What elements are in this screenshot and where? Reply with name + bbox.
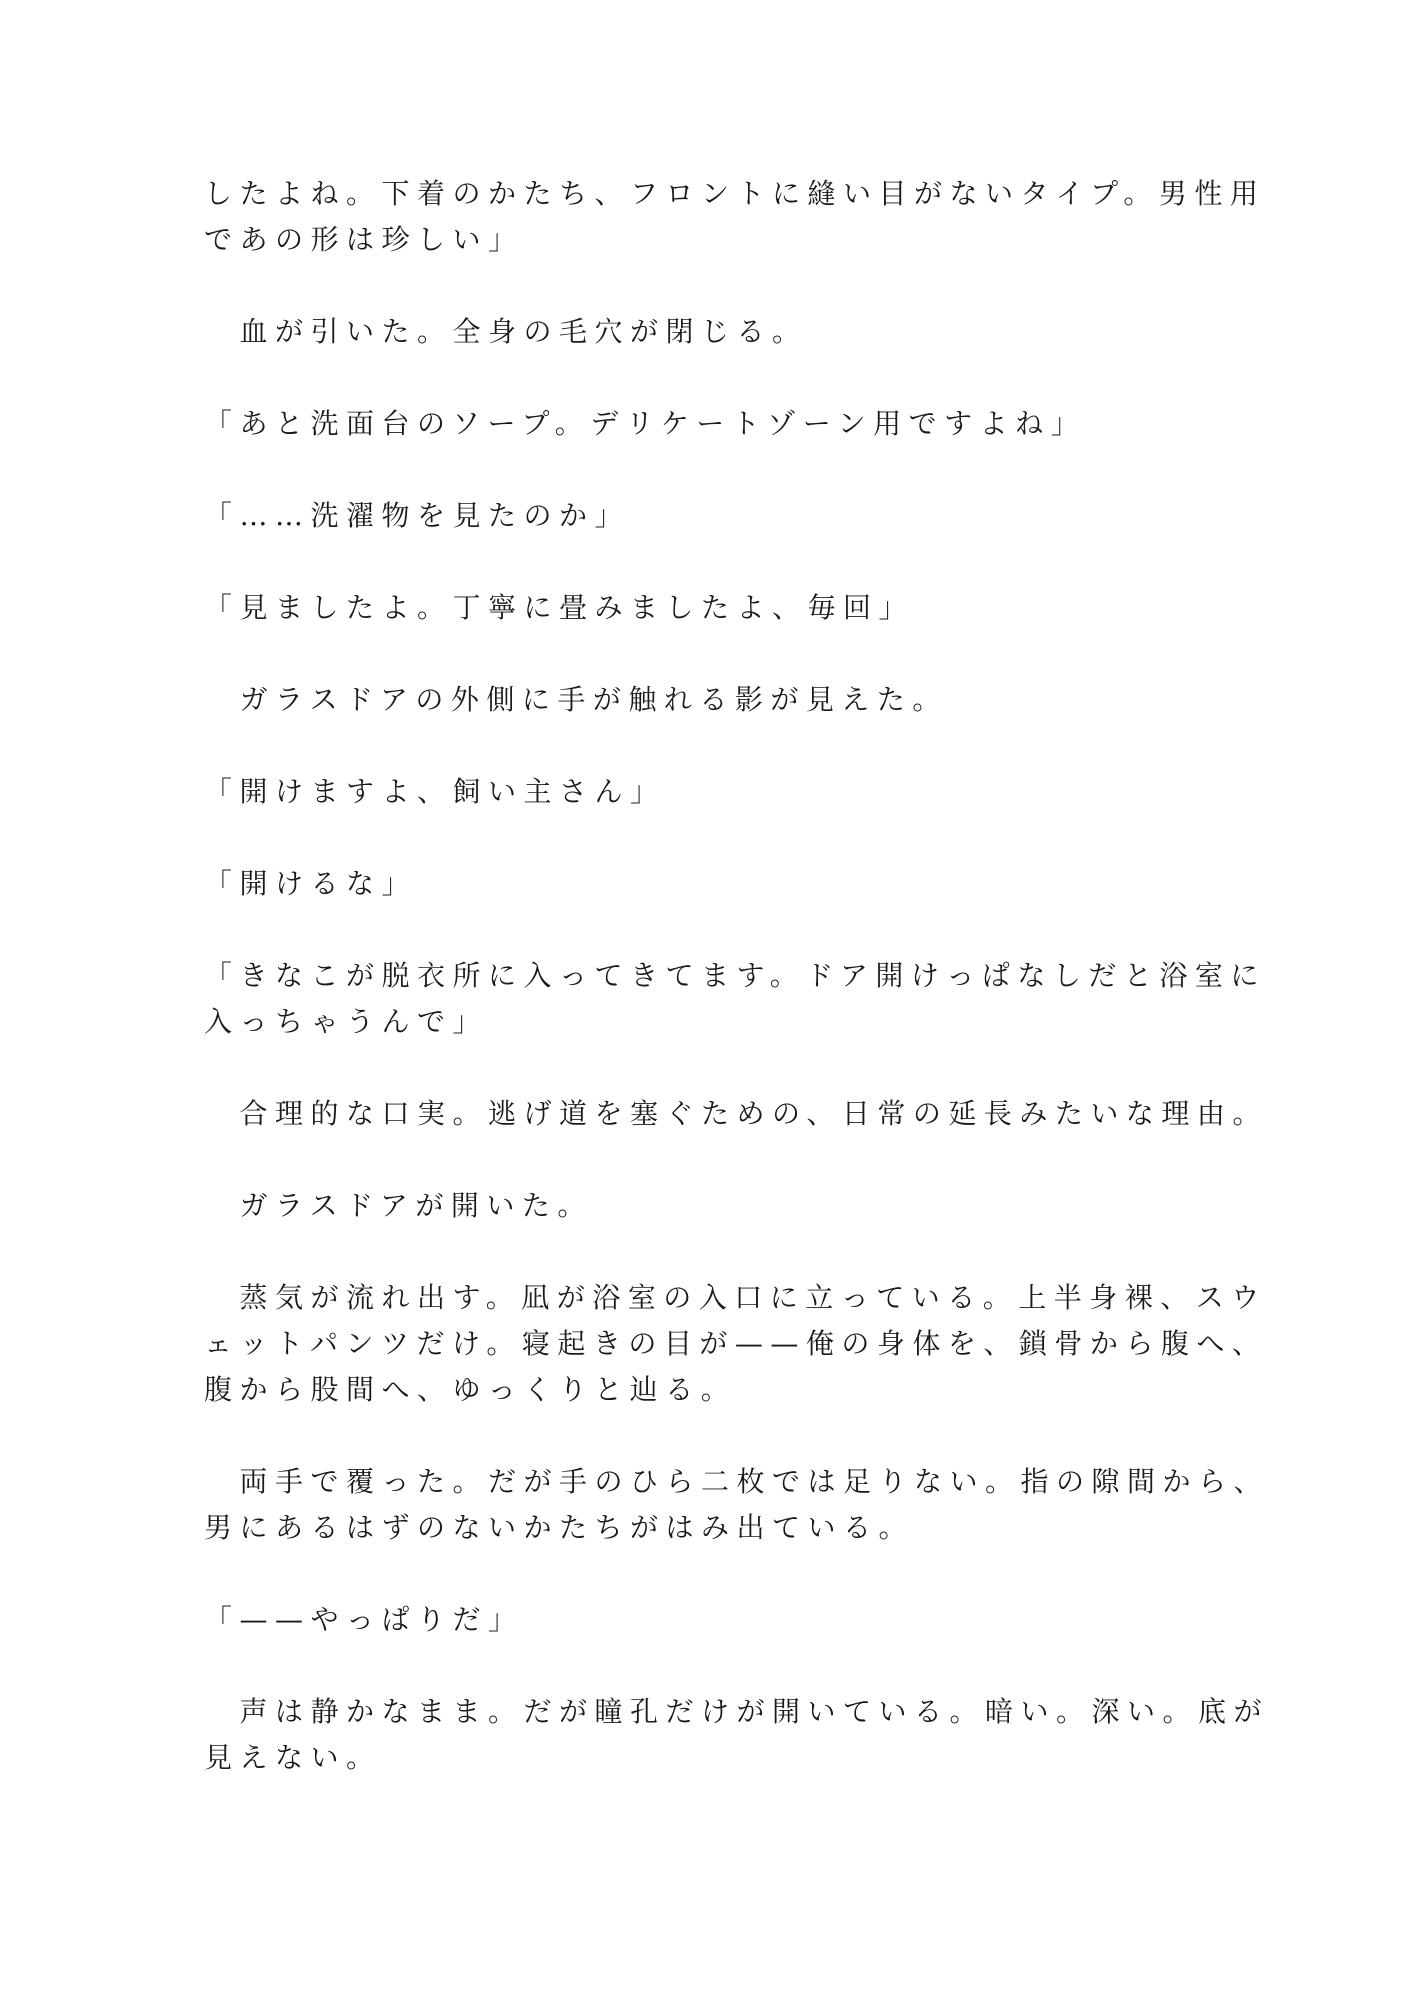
paragraph <box>204 1275 1268 1413</box>
text-line: ガラスドアの外側に手が触れる影が見えた。 <box>204 683 948 716</box>
paragraph <box>204 677 1194 723</box>
paragraph <box>204 953 1266 1045</box>
text-line: 蒸気が流れ出す。凪が浴室の入口に立っている。上半身裸、スウ <box>204 1281 1267 1314</box>
text-line: ガラスドアが開いた。 <box>204 1189 593 1222</box>
text-line: 血が引いた。全身の毛穴が閉じる。 <box>204 315 808 348</box>
paragraph <box>204 1689 1270 1781</box>
text-line: 腹から股間へ、ゆっくりと辿る。 <box>204 1373 737 1406</box>
paragraph <box>204 401 1194 447</box>
text-line: 両手で覆った。だが手のひら二枚では足りない。指の隙間から、 <box>204 1465 1270 1498</box>
text-line: したよね。下着のかたち、フロントに縫い目がないタイプ。男性用 <box>204 177 1266 210</box>
text-line: 「見ましたよ。丁寧に畳みましたよ、毎回」 <box>204 591 915 624</box>
text-line: 見えない。 <box>204 1741 382 1774</box>
text-line: 「あと洗面台のソープ。デリケートゾーン用ですよね」 <box>204 407 1087 440</box>
text-line: 「開けますよ、飼い主さん」 <box>204 775 666 808</box>
text-line: 「——やっぱりだ」 <box>204 1603 524 1636</box>
text-line: 声は静かなまま。だが瞳孔だけが開いている。暗い。深い。底が <box>204 1695 1270 1728</box>
text-line: であの形は珍しい」 <box>204 223 524 256</box>
paragraph <box>204 861 1194 907</box>
paragraph <box>204 769 1194 815</box>
text-line: 「開けるな」 <box>204 867 418 900</box>
paragraph <box>204 585 1194 631</box>
paragraph <box>204 171 1266 263</box>
paragraph <box>204 1459 1270 1551</box>
paragraph <box>204 493 1194 539</box>
text-line: 男にあるはずのないかたちがはみ出ている。 <box>204 1511 915 1544</box>
text-line: 「きなこが脱衣所に入ってきてます。ドア開けっぱなしだと浴室に <box>204 959 1266 992</box>
document-body <box>204 171 1270 1827</box>
paragraph <box>204 1597 1194 1643</box>
text-line: 合理的な口実。逃げ道を塞ぐための、日常の延長みたいな理由。 <box>204 1097 1268 1130</box>
paragraph <box>204 1091 1268 1137</box>
text-line: 「……洗濯物を見たのか」 <box>204 499 631 532</box>
text-line: 入っちゃうんで」 <box>204 1005 489 1038</box>
paragraph <box>204 1183 1194 1229</box>
text-line: ェットパンツだけ。寝起きの目が——俺の身体を、鎖骨から腹へ、 <box>204 1327 1268 1360</box>
paragraph <box>204 309 1194 355</box>
